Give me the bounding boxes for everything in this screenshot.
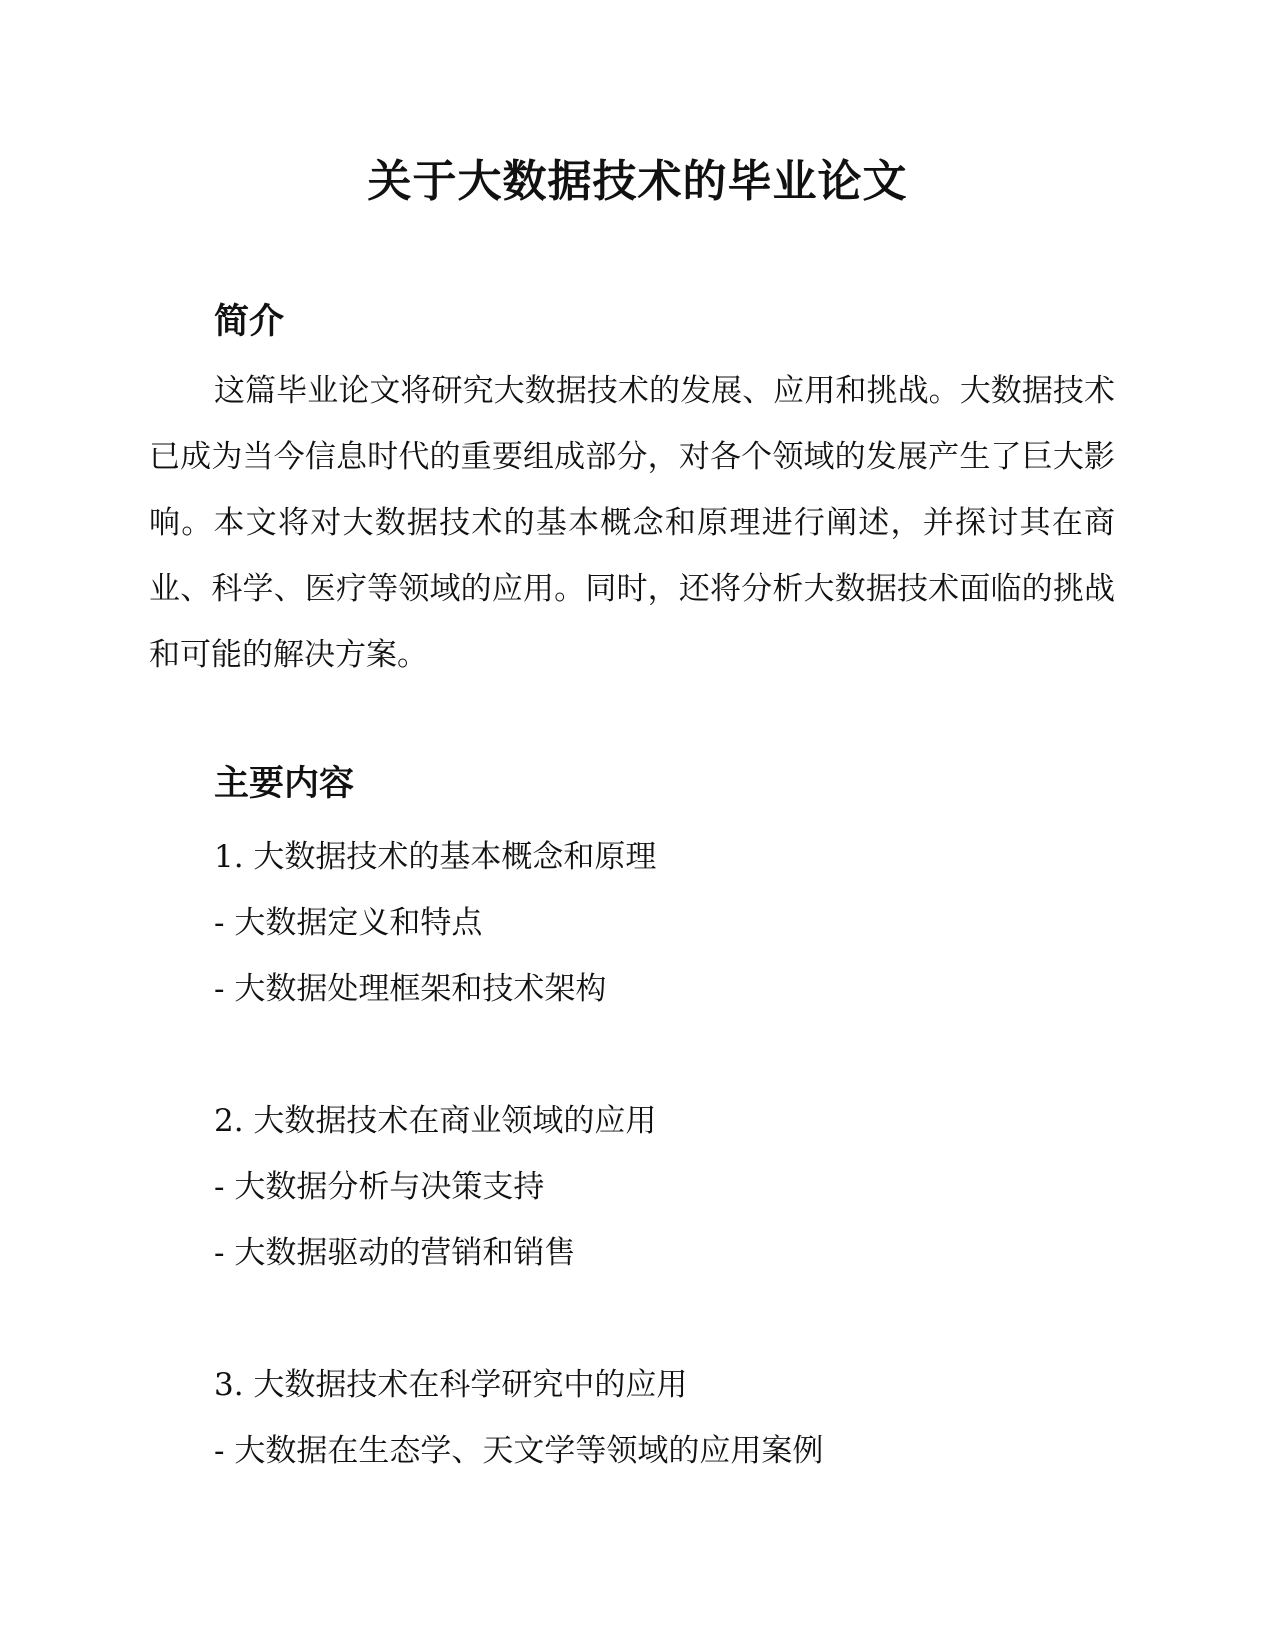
section-item: - 大数据分析与决策支持 [214, 1169, 545, 1205]
intro-heading: 简介 [214, 302, 285, 342]
section-item: - 大数据处理框架和技术架构 [214, 971, 607, 1007]
section-item: - 大数据驱动的营销和销售 [214, 1235, 576, 1271]
intro-paragraph: 这篇毕业论文将研究大数据技术的发展、应用和挑战。大数据技术已成为当今信息时代的重要组成部分，对各个领域的发展产生了巨大影响。本文将对大数据技术的基本概念和原理进行阐述，并探讨其在商业、科学、医疗等领域的应用。同时，还将分析大数据技术面临的挑战和可能的解决方案。 [149, 373, 1115, 673]
document-title: 关于大数据技术的毕业论文 [367, 156, 908, 207]
content-outline [214, 824, 1114, 1550]
section-item: - 大数据在生态学、天文学等领域的应用案例 [214, 1433, 824, 1469]
section-title: 1. 大数据技术的基本概念和原理 [214, 839, 657, 875]
main-content-heading: 主要内容 [214, 764, 355, 804]
outline-section-1 [214, 824, 1114, 1022]
section-title: 3. 大数据技术在科学研究中的应用 [214, 1367, 688, 1403]
outline-section-2 [214, 1088, 1114, 1286]
outline-section-3 [214, 1352, 1114, 1484]
section-item: - 大数据定义和特点 [214, 905, 483, 941]
section-title: 2. 大数据技术在商业领域的应用 [214, 1103, 657, 1139]
